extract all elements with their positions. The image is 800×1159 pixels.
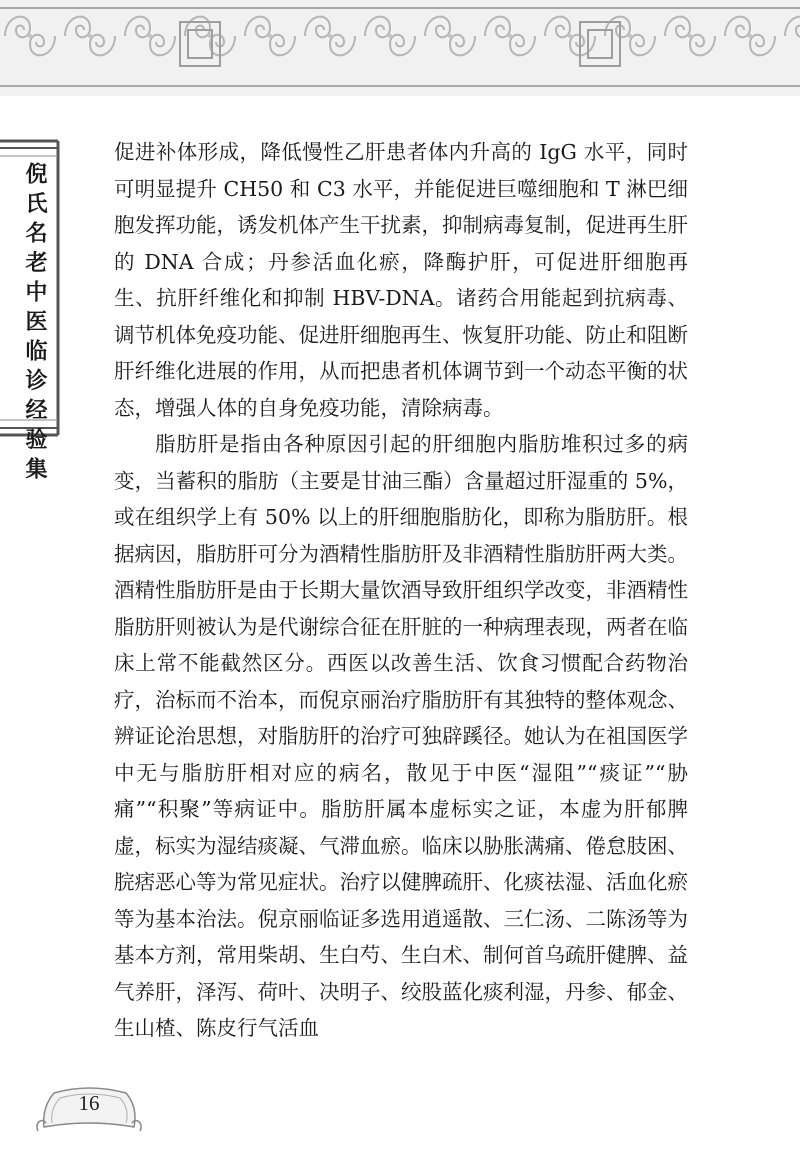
page-number: 16 [78,1091,100,1115]
book-title-vertical: 倪氏名老中医临诊经验集 [22,162,47,487]
header-ornament-band [0,0,800,96]
body-paragraph: 脂肪肝是指由各种原因引起的肝细胞内脂肪堆积过多的病变，当蓄积的脂肪（主要是甘油三酯）含量超过肝湿重的 5%，或在组织学上有 50% 以上的肝细胞脂肪化，即称为脂肪肝。根据病因，脂肪肝可分为酒精性脂肪肝及非酒精性脂肪肝两大类。酒精性脂肪肝是由于长期大量饮酒导致肝组织学改变，非酒精性脂肪肝则被认为是代谢综合征在肝脏的一种病理表现，两者在临床上常不能截然区分。西医以改善生活、饮食习惯配合药物治疗，治标而不治本，而倪京丽治疗脂肪肝有其独特的整体观念、辨证论治思想，对脂肪肝的治疗可独辟蹊径。她认为在祖国医学中无与脂肪肝相对应的病名，散见于中医“湿阻”“痰证”“胁痛”“积聚”等病证中。脂肪肝属本虚标实之证，本虚为肝郁脾虚，标实为湿结痰凝、气滞血瘀。临床以胁胀满痛、倦怠肢困、脘痞恶心等为常见症状。治疗以健脾疏肝、化痰祛湿、活血化瘀等为基本治法。倪京丽临证多选用逍遥散、三仁汤、二陈汤等为基本方剂，常用柴胡、生白芍、生白术、制何首乌疏肝健脾、益气养肝，泽泻、荷叶、决明子、绞股蓝化痰利湿，丹参、郁金、生山楂、陈皮行气活血 [114,432,688,1040]
main-content [114,134,688,1047]
body-paragraph: 促进补体形成，降低慢性乙肝患者体内升高的 IgG 水平，同时可明显提升 CH50 和 C3 水平，并能促进巨噬细胞和 T 淋巴细胞发挥功能，诱发机体产生干扰素，抑制病毒复制，促进再生肝的 DNA 合成；丹参活血化瘀，降酶护肝，可促进肝细胞再生、抗肝纤维化和抑制 HBV-DNA。诸药合用能起到抗病毒、调节机体免疫功能、促进肝细胞再生、恢复肝功能、防止和阻断肝纤维化进展的作用，从而把患者机体调节到一个动态平衡的状态，增强人体的自身免疫功能，清除病毒。 [114,140,688,420]
dragon-cloud-border-ornament-icon [0,0,800,96]
